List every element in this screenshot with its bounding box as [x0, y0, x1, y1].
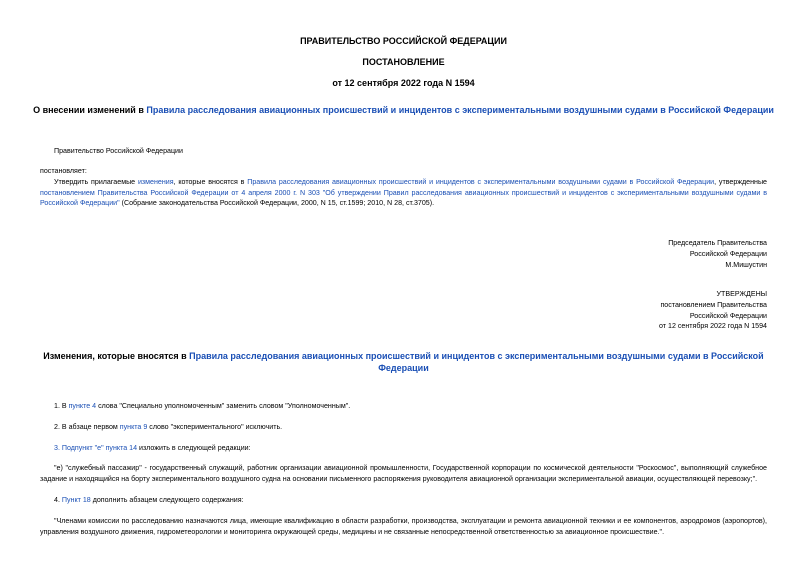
item-1-link[interactable]: пункте 4 — [68, 402, 97, 410]
government-heading: ПРАВИТЕЛЬСТВО РОССИЙСКОЙ ФЕДЕРАЦИИ — [300, 36, 507, 46]
changes-title — [40, 351, 767, 374]
item-3-quote: "е) "служебный пассажир" - государственный служащий, работник организации авиационной промышленности, Государственной корпорации по космической деятельности "Роскосмос", выполняющий служебное задание и находящийся на борту экспериментального воздушного судна на основании письменного распоряжения руководителя авиационной организации экспериментальной авиации, осуществляющей перевозку;". — [40, 464, 767, 483]
item-2-text-a: 2. В абзаце первом — [54, 423, 120, 431]
approved-by: постановлением Правительства — [660, 300, 767, 309]
item-1 — [54, 401, 350, 412]
document-date-number: от 12 сентября 2022 года N 1594 — [332, 78, 475, 88]
item-1-text-a: 1. В — [54, 402, 69, 410]
approved-block — [659, 289, 767, 332]
signature-position: Председатель Правительства — [668, 239, 767, 247]
signature-country: Российской Федерации — [689, 249, 767, 258]
approved-label: УТВЕРЖДЕНЫ — [716, 290, 767, 298]
item-2-link[interactable]: пункта 9 — [119, 423, 148, 431]
changes-title-rules-link[interactable]: Правила расследования авиационных происшествий и инцидентов с экспериментальными воздушными судами в Российской Федерации — [189, 351, 764, 373]
preamble-subject: Правительство Российской Федерации — [54, 147, 183, 155]
item-1-text-b: слова "Специально уполномоченным" заменить словом "Уполномоченным". — [96, 402, 351, 410]
resolution-303-link[interactable]: постановлением Правительства Российской Федерации от 4 апреля 2000 г. N 303 "Об утверждении Правил расследования авиационных происшествий и инцидентов с экспериментальными воздушными судами в Российской Федерации" — [40, 188, 767, 207]
preamble-text-b: , которые вносятся в — [173, 178, 248, 186]
title-rules-link[interactable]: Правила расследования авиационных происшествий и инцидентов с экспериментальными воздушными судами в Российской Федерации — [146, 105, 774, 115]
item-3-link[interactable]: 3. Подпункт "е" пункта 14 — [54, 444, 138, 452]
item-3 — [54, 443, 251, 454]
preamble-text-c: , утвержденные — [714, 178, 767, 186]
item-4-text-b: дополнить абзацем следующего содержания: — [90, 496, 244, 504]
title-prefix: О внесении изменений в — [33, 105, 147, 115]
changes-title-prefix: Изменения, которые вносятся в — [43, 351, 190, 361]
item-2-text-b: слово "экспериментального" исключить. — [147, 423, 283, 431]
item-2 — [54, 422, 282, 433]
item-4-link[interactable]: Пункт 18 — [61, 496, 91, 504]
document-type: ПОСТАНОВЛЕНИЕ — [362, 57, 445, 67]
item-4 — [54, 495, 244, 506]
approved-country: Российской Федерации — [689, 311, 767, 320]
signature-name: М.Мишустин — [725, 260, 767, 269]
document-title — [0, 105, 807, 115]
preamble-text-d: (Собрание законодательства Российской Федерации, 2000, N 15, ст.1599; 2010, N 28, ст.3705). — [119, 199, 435, 207]
item-3-text-b: изложить в следующей редакции: — [137, 444, 251, 452]
preamble-decides: постановляет: — [40, 167, 87, 175]
item-4-quote: "Членами комиссии по расследованию назначаются лица, имеющие квалификацию в области разработки, производства, эксплуатации и ремонта авиационной техники и ее компонентов, аэродромов (аэропортов), управления воздушного движения, гидрометеорологии и мониторинга окружающей среды, медицины и не связанные непосредственной ответственностью за авиационное происшествие.". — [40, 517, 767, 536]
rules-link[interactable]: Правила расследования авиационных происшествий и инцидентов с экспериментальными воздушными судами в Российской Федерации — [247, 178, 715, 186]
approved-date: от 12 сентября 2022 года N 1594 — [658, 322, 767, 331]
preamble-paragraph — [40, 177, 767, 209]
preamble-text-a: Утвердить прилагаемые — [54, 178, 138, 186]
signature-block — [668, 238, 767, 270]
changes-link[interactable]: изменения — [137, 178, 174, 186]
item-4-text-a: 4. — [54, 496, 62, 504]
